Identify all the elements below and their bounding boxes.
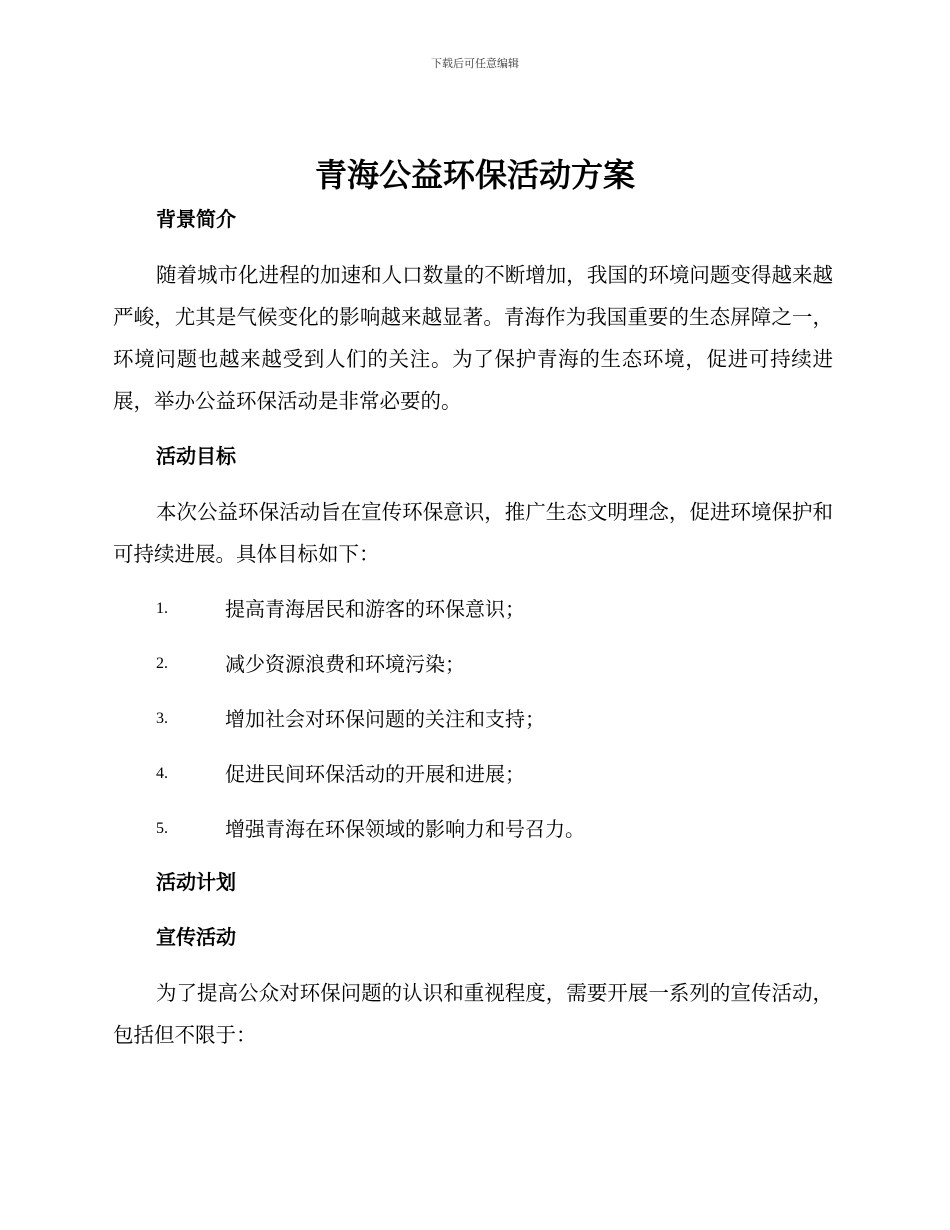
document-title: 青海公益环保活动方案 (314, 156, 635, 194)
list-number: 2. (156, 655, 168, 672)
list-text: 减少资源浪费和环境污染； (225, 652, 465, 676)
paragraph-promotion: 为了提高公众对环保问题的认识和重视程度，需要开展一系列的宣传活动，包括但不限于： (113, 981, 833, 1047)
list-number: 4. (156, 765, 168, 782)
heading-goals: 活动目标 (156, 444, 236, 468)
paragraph-goals: 本次公益环保活动旨在宣传环保意识，推广生态文明理念，促进环境保护和可持续进展。具体目标如下： (113, 500, 833, 566)
list-number: 3. (156, 710, 168, 727)
heading-background: 背景简介 (156, 207, 236, 231)
heading-promotion: 宣传活动 (156, 925, 236, 949)
list-number: 5. (156, 820, 168, 837)
list-text: 增加社会对环保问题的关注和支持； (225, 707, 545, 731)
list-text: 促进民间环保活动的开展和进展； (225, 762, 525, 786)
header-note: 下载后可任意编辑 (431, 57, 519, 70)
paragraph-background: 随着城市化进程的加速和人口数量的不断增加，我国的环境问题变得越来越严峻，尤其是气候变化的影响越来越显著。青海作为我国重要的生态屏障之一，环境问题也越来越受到人们的关注。为了保护青海的生态环境，促进可持续进展，举办公益环保活动是非常必要的。 (113, 263, 833, 413)
list-number: 1. (156, 600, 168, 617)
heading-plan: 活动计划 (156, 870, 236, 894)
list-text: 增强青海在环保领域的影响力和号召力。 (225, 817, 585, 841)
list-text: 提高青海居民和游客的环保意识； (225, 597, 525, 621)
